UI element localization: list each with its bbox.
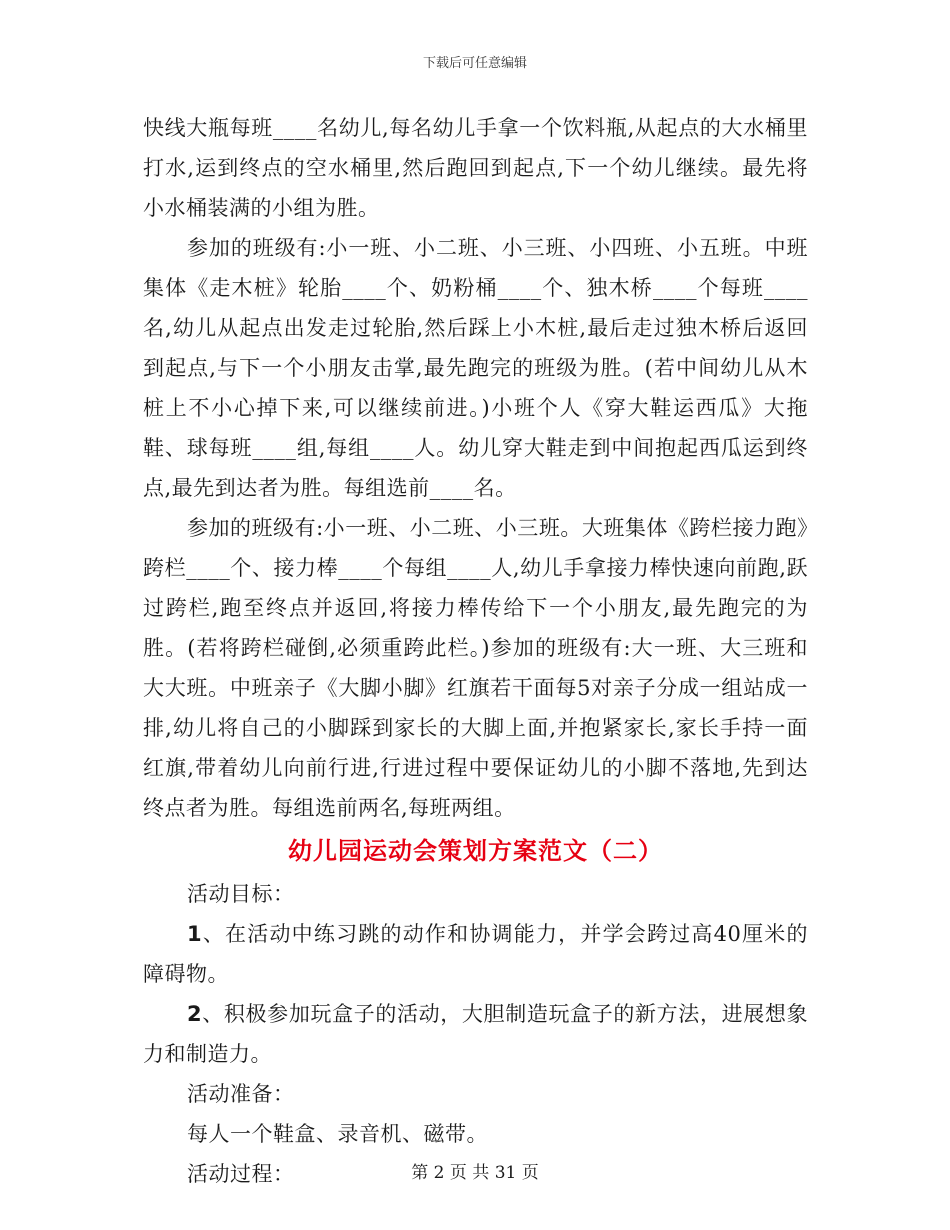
goal-item-1-number: 1 (187, 922, 203, 946)
goal-label: 活动目标： (187, 882, 295, 906)
page-header-note: 下载后可任意编辑 (422, 56, 527, 71)
paragraph-1: 快线大瓶每班____名幼儿,每名幼儿手拿一个饮料瓶,从起点的大水桶里打水,运到终点的空水桶里,然后跑回到起点,下一个幼儿继续。最先将小水桶装满的小组为胜。 (143, 116, 808, 220)
goal-item-1-text: 、在活动中练习跳的动作和协调能力，并学会跨过高40厘米的障碍物。 (143, 922, 808, 986)
prep-label: 活动准备： (187, 1082, 295, 1106)
goal-item-2-number: 2 (187, 1002, 203, 1026)
process-label: 活动过程： (187, 1162, 295, 1186)
document-body (143, 108, 808, 1194)
page-number: 第 2 页 共 31 页 (411, 1163, 539, 1183)
paragraph-2: 参加的班级有:小一班、小二班、小三班、小四班、小五班。中班集体《走木桩》轮胎____个、奶粉桶____个、独木桥____个每班____名,幼儿从起点出发走过轮胎,然后踩上小木桩,最后走过独木桥后返回到起点,与下一个小朋友击掌,最先跑完的班级为胜。(若中间幼儿从木桩上不小心掉下来,可以继续前进。)小班个人《穿大鞋运西瓜》大拖鞋、球每班____组,每组____人。幼儿穿大鞋走到中间抱起西瓜运到终点,最先到达者为胜。每组选前____名。 (143, 236, 808, 500)
paragraph-3: 参加的班级有:小一班、小二班、小三班。大班集体《跨栏接力跑》跨栏____个、接力棒____个每组____人,幼儿手拿接力棒快速向前跑,跃过跨栏,跑至终点并返回,将接力棒传给下一个小朋友,最先跑完的为胜。(若将跨栏碰倒,必须重跨此栏。)参加的班级有:大一班、大三班和大大班。中班亲子《大脚小脚》红旗若干面每5对亲子分成一组站成一排,幼儿将自己的小脚踩到家长的大脚上面,并抱紧家长,家长手持一面红旗,带着幼儿向前行进,行进过程中要保证幼儿的小脚不落地,先到达终点者为胜。每组选前两名,每班两组。 (143, 516, 808, 820)
prep-text: 每人一个鞋盒、录音机、磁带。 (187, 1122, 488, 1146)
section-heading: 幼儿园运动会策划方案范文（二） (288, 837, 663, 865)
goal-item-2 (143, 994, 808, 1074)
goal-item-2-text: 、积极参加玩盒子的活动，大胆制造玩盒子的新方法，进展想象力和制造力。 (143, 1002, 808, 1066)
goal-item-1 (143, 914, 808, 994)
